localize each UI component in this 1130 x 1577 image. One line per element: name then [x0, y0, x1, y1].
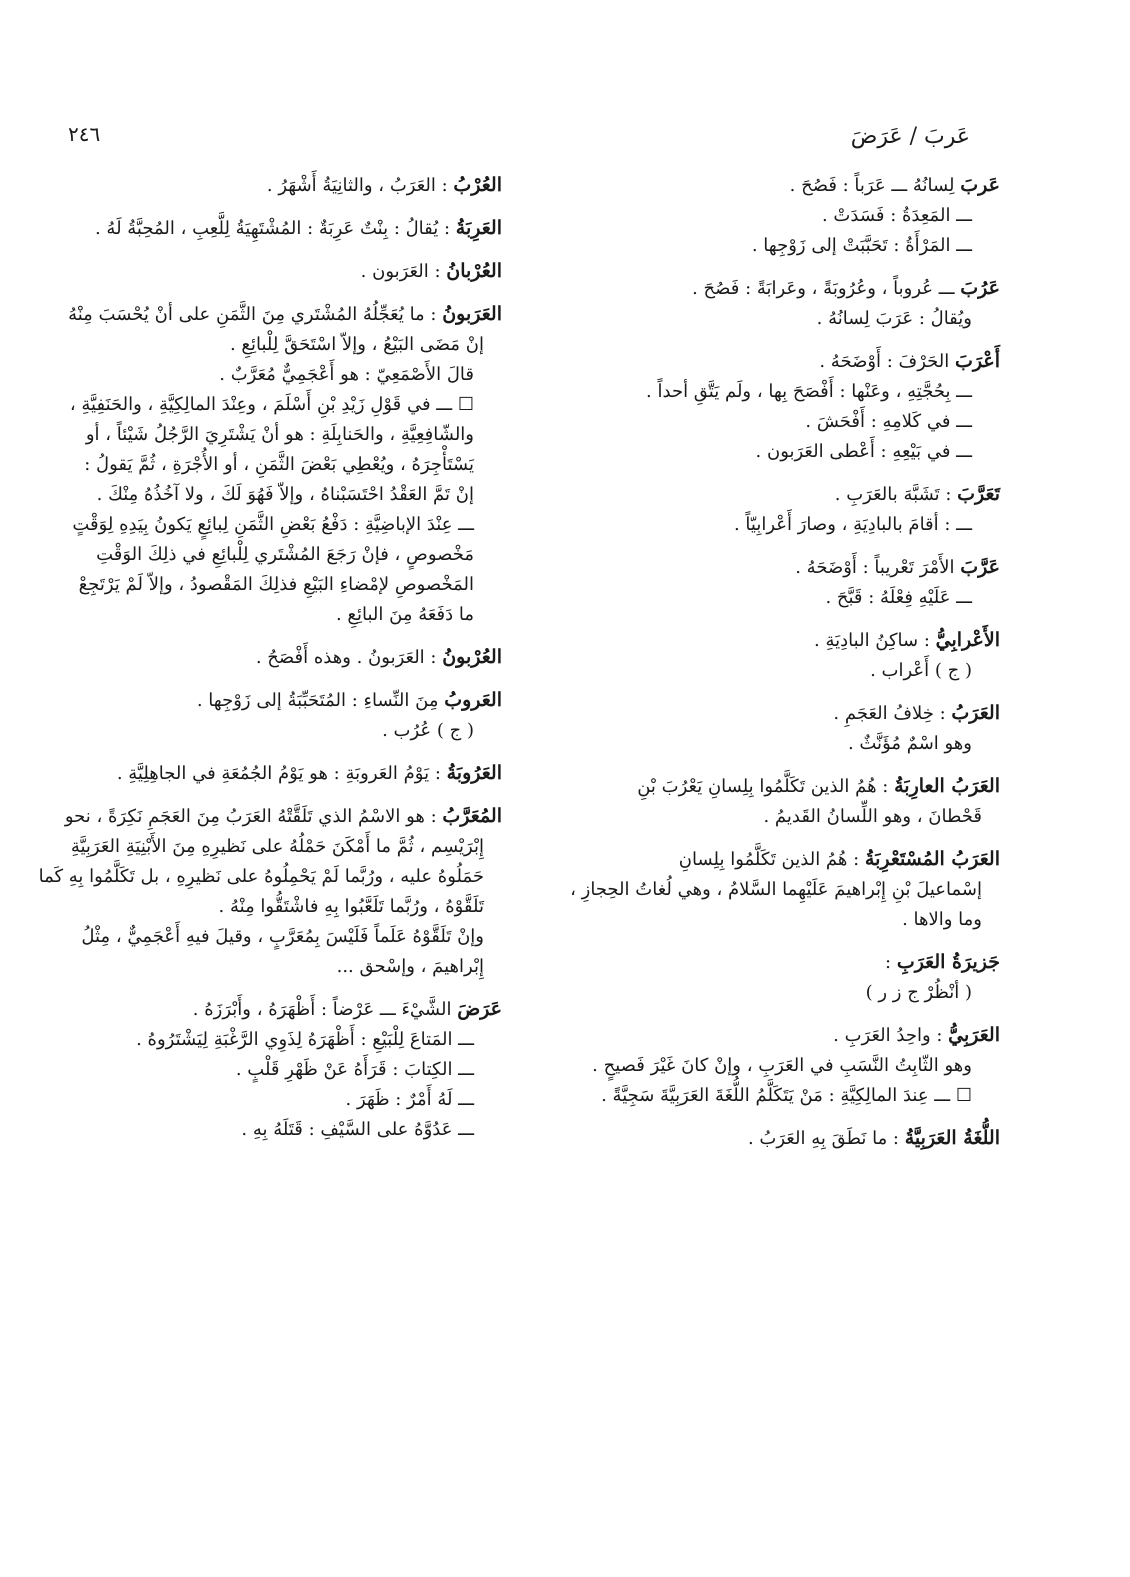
dictionary-entry	[560, 346, 1000, 467]
entry-continuation: قَحْطانَ ، وهو اللِّسانُ القَديمُ .	[763, 806, 982, 827]
entry-headword: العُرْبُ	[453, 174, 502, 196]
entry-subsense: ـــ في كَلامِهِ : أَفْحَشَ .	[805, 411, 972, 432]
dictionary-entry	[560, 1123, 1000, 1154]
dictionary-entry	[32, 170, 502, 201]
entry-definition: لِسانُهُ ـــ عَرَباً : فَصُحَ .	[789, 175, 955, 196]
entry-subsense: ـــ لَهُ أَمْرٌ : ظَهَرَ .	[345, 1089, 474, 1110]
page-header-title: عَربَ / عَرَضَ	[850, 124, 970, 149]
entry-definition: : العَرَبونُ . وهذه أَفْصَحُ .	[255, 647, 437, 668]
entry-first-line	[560, 479, 1000, 510]
entry-first-line	[32, 758, 502, 789]
dictionary-entry	[560, 552, 1000, 613]
entry-first-line	[560, 273, 1000, 304]
entry-headword: جَزيرَةُ العَرَبِ	[896, 951, 1000, 973]
entry-subsense: ويُقالُ : عَرَبَ لِسانُهُ .	[816, 308, 972, 329]
dictionary-entry	[560, 698, 1000, 759]
entry-headword: العَرَبِيُّ	[948, 1024, 1000, 1046]
entry-definition: : العَرَبون .	[360, 261, 441, 282]
entry-subsense: والشّافِعِيَّةِ ، والحَنابِلَةِ : هو أنْ يَشْتَرِيَ الرَّجُلُ شَيْئاً ، أو	[85, 424, 474, 445]
entry-continuation: إسْماعيلَ بْنِ إِبْراهيمَ عَلَيْهِما السَّلامُ ، وهي لُغاتُ الحِجازِ ،	[570, 879, 982, 900]
dictionary-entry	[32, 994, 502, 1145]
entry-continuation: إِبْرَيْسِم ، ثُمَّ ما أَمْكَنَ حَمْلُهُ على نَظيرِهِ مِنَ الأَبْنِيَةِ العَرَبِيَّةِ	[70, 836, 484, 857]
entry-headword: العَرَبُ	[951, 702, 1000, 724]
dictionary-entry	[32, 685, 502, 746]
entry-first-line	[560, 698, 1000, 729]
entry-subsense: يَسْتَأْجِرَهُ ، ويُعْطِي بَعْضَ الثَّمَنِ ، أو الأُجْرَةِ ، ثُمَّ يَقولُ :	[84, 454, 474, 475]
entry-subsense: ( أنْظُرْ ج ز ر )	[865, 982, 972, 1003]
entry-subsense: ـــ المَرْأَةُ : تَحَبَّبَتْ إلى زَوْجِها .	[751, 235, 972, 256]
entry-definition: ـــ عُروباً ، وعُرُوبَةً ، وعَرابَةً : فَصُحَ .	[692, 278, 955, 299]
dictionary-entry	[32, 256, 502, 287]
entry-headword: العُرْبانُ	[446, 260, 502, 282]
entry-subsense: ـــ بِحُجَّتِهِ ، وعَنْها : أَفْصَحَ بِها ، ولَم يَتَّقِ أحداً .	[646, 381, 972, 402]
entry-headword: العَرُوبَةُ	[446, 762, 502, 784]
entry-subsense: ـــ في بَيْعِهِ : أَعْطى العَرَبون .	[755, 441, 972, 462]
dictionary-entry	[560, 273, 1000, 334]
entry-first-line	[32, 642, 502, 673]
entry-first-line	[32, 213, 502, 244]
entry-continuation: إنْ مَضَى البَيْعُ ، وإلاّ اسْتَحَقَّ لِلْبائِعِ .	[229, 334, 484, 355]
dictionary-entry	[32, 299, 502, 630]
entry-definition: : ما نَطَقَ بِهِ العَرَبُ .	[747, 1128, 899, 1149]
entry-headword: تَعَرَّبَ	[957, 483, 1000, 505]
entry-subsense: ـــ عَلَيْهِ فِعْلَهُ : قَبَّحَ .	[825, 587, 972, 608]
entry-first-line	[560, 552, 1000, 583]
dictionary-entry	[560, 170, 1000, 261]
entry-headword: اللُّغَةُ العَرَبِيَّةُ	[904, 1127, 1000, 1149]
entry-subsense: ـــ عِنْدَ الإباضِيَّةِ : دَفْعُ بَعْضِ الثَّمَنِ لِبائِعٍ يَكونُ بِيَدِهِ لِوَقْتٍ	[72, 514, 474, 535]
entry-subsense: ☐ ـــ في قَوْلِ زَيْدِ بْنِ أَسْلَمَ ، وعِنْدَ المالِكِيَّةِ ، والحَنَفِيَّةِ ،	[69, 394, 474, 415]
entry-definition: : يَوْمُ العَروبَةِ : هو يَوْمُ الجُمُعَةِ في الجاهِلِيَّةِ .	[116, 763, 441, 784]
left-column	[32, 170, 502, 1157]
entry-subsense: ـــ : أقامَ بالبادِيَةِ ، وصارَ أَعْرابِيّاً .	[733, 514, 972, 535]
entry-first-line	[560, 346, 1000, 377]
entry-continuation: تَلَقَّوْهُ ، ورُبَّما تَلَعَّبُوا بِهِ فاشْتَقُّوا مِنْهُ .	[218, 896, 484, 917]
dictionary-entry	[560, 479, 1000, 540]
entry-definition: : ما يُعَجِّلُهُ المُشْتَري مِنَ الثَّمَنِ على أنْ يُحْسَبَ مِنْهُ	[68, 304, 437, 325]
entry-headword: العَروبُ	[444, 689, 502, 711]
entry-continuation: وإنْ تَلَقَّوْهُ عَلَماً فَلَيْسَ بِمُعَرَّبٍ ، وقيلَ فيهِ أَعْجَمِيٌّ ، مِثْلُ	[81, 926, 484, 947]
entry-subsense: وهو الثّابِتُ النَّسَبِ في العَرَبِ ، وإنْ كانَ غَيْرَ فَصيحٍ .	[592, 1055, 972, 1076]
page-number: ٢٤٦	[68, 122, 101, 146]
dictionary-entry	[560, 1020, 1000, 1111]
entry-subsense: ☐ ـــ عِندَ المالِكِيَّةِ : مَنْ يَتَكَلَّمُ اللُّغَةَ العَرَبِيَّةَ سَجِيَّةً .	[601, 1085, 972, 1106]
dictionary-entry	[32, 758, 502, 789]
dictionary-entry	[32, 642, 502, 673]
entry-continuation: وما والاها .	[902, 909, 982, 930]
entry-definition: : هُمُ الذين تَكَلَّمُوا بِلِسانِ يَعْرُبَ بْنِ	[637, 776, 889, 797]
dictionary-entry	[560, 947, 1000, 1008]
entry-definition: مِنَ النِّساءِ : المُتَحَبِّبَةُ إلى زَوْجِها .	[196, 690, 439, 711]
entry-definition: : العَرَبُ ، والثانِيَةُ أَشْهَرُ .	[266, 175, 448, 196]
entry-continuation: إِبْراهيمَ ، وإسْحق ...	[336, 956, 484, 977]
entry-subsense: ـــ الكِتابَ : قَرَأَهُ عَنْ ظَهْرِ قَلْبٍ .	[235, 1059, 474, 1080]
entry-definition: الشَّيْءَ ـــ عَرْضاً : أَظْهَرَهُ ، وأَبْرَزَهُ .	[192, 999, 452, 1020]
entry-headword: العَرَبُ العارِبَةُ	[894, 775, 1000, 797]
dictionary-entry	[32, 801, 502, 982]
entry-definition: : ساكِنُ البادِيَةِ .	[814, 630, 930, 651]
entry-first-line	[32, 299, 502, 330]
entry-definition: : هُمُ الذين تَكَلَّمُوا بِلِسانِ	[678, 849, 860, 870]
entry-definition: : خِلافُ العَجَمِ .	[833, 703, 946, 724]
entry-first-line	[32, 801, 502, 832]
entry-first-line	[560, 625, 1000, 656]
entry-subsense: مَخْصوصٍ ، فإنْ رَجَعَ المُشْتَري لِلْبائِعِ في ذلِكَ الوَقْتِ	[96, 544, 474, 565]
entry-definition: :	[885, 952, 892, 973]
entry-first-line	[32, 256, 502, 287]
entry-headword: عَرُبَ	[960, 277, 1000, 299]
entry-subsense: ( ج ) عُرُب .	[382, 720, 474, 741]
entry-continuation: حَمَلُوهُ عليه ، ورُبَّما لَمْ يَحْمِلُوهُ على نَظيرِهِ ، بل تَكَلَّمُوا بِهِ كَما	[38, 866, 484, 887]
entry-headword: العُرْبونُ	[442, 646, 502, 668]
entry-headword: عَرَّبَ	[960, 556, 1000, 578]
right-column	[560, 170, 1000, 1166]
dictionary-entry	[32, 213, 502, 244]
entry-first-line	[560, 844, 1000, 875]
entry-first-line	[560, 947, 1000, 978]
entry-first-line	[560, 1020, 1000, 1051]
entry-subsense: ( ج ) أَعْراب .	[870, 660, 972, 681]
entry-subsense: إنْ تَمَّ العَقْدُ احْتَسَبْناهُ ، وإلاّ فَهُوَ لَكَ ، ولا آخُذُهُ مِنْكَ .	[96, 484, 474, 505]
entry-subsense: قالَ الأَصْمَعِيّ : هو أَعْجَمِيٌّ مُعَرَّبٌ .	[219, 364, 474, 385]
entry-definition: : هو الاسْمُ الذي تَلَقَّتْهُ العَرَبُ مِنَ العَجَمِ نَكِرَةً ، نحو	[64, 806, 437, 827]
entry-headword: العَرَبونُ	[442, 303, 502, 325]
entry-first-line	[560, 1123, 1000, 1154]
entry-definition: : واحِدُ العَرَبِ .	[833, 1025, 943, 1046]
entry-headword: عَربَ	[960, 174, 1000, 196]
entry-first-line	[32, 994, 502, 1025]
entry-definition: : يُقالُ : بِنْتٌ عَرِبَةٌ : المُشْتَهِيَةُ لِلَّعِبِ ، المُحِبَّةُ لَهُ .	[94, 218, 451, 239]
entry-first-line	[32, 170, 502, 201]
entry-subsense: ـــ المَعِدَةُ : فَسَدَتْ .	[821, 205, 972, 226]
entry-headword: العَرَبُ المُسْتَعْرِبَةُ	[864, 848, 1000, 870]
dictionary-entry	[560, 844, 1000, 935]
entry-first-line	[32, 685, 502, 716]
entry-definition: الحَرْفَ : أَوْضَحَهُ .	[819, 351, 950, 372]
entry-headword: العَرِبَةُ	[455, 217, 502, 239]
entry-subsense: المَخْصوصِ لإمْضاءِ البَيْعِ فذلِكَ المَقْصودُ ، وإلاّ لَمْ يَرْتَجِعْ	[78, 574, 474, 595]
entry-headword: الأَعْرابِيُّ	[935, 629, 1000, 651]
entry-definition: الأَمْرَ تَعْريباً : أَوْضَحَهُ .	[795, 557, 955, 578]
entry-subsense: وهو اسْمٌ مُؤَنَّثٌ .	[847, 733, 972, 754]
entry-headword: المُعَرَّبُ	[442, 805, 502, 827]
entry-headword: عَرَضَ	[457, 998, 502, 1020]
entry-definition: : تَشَبَّهَ بالعَرَبِ .	[834, 484, 952, 505]
entry-subsense: ـــ المَتاعَ لِلْبَيْعِ : أَظْهَرَهُ لِذَوِي الرَّغْبَةِ لِيَشْتَرُوهُ .	[136, 1029, 474, 1050]
entry-subsense: ـــ عَدُوَّهُ على السَّيْفِ : قَتَلَهُ بِهِ .	[241, 1119, 474, 1140]
entry-subsense: ما دَفَعَهُ مِنَ البائِعِ .	[335, 604, 474, 625]
entry-headword: أَعْرَبَ	[955, 350, 1000, 372]
dictionary-entry	[560, 771, 1000, 832]
entry-first-line	[560, 771, 1000, 802]
dictionary-entry	[560, 625, 1000, 686]
entry-first-line	[560, 170, 1000, 201]
